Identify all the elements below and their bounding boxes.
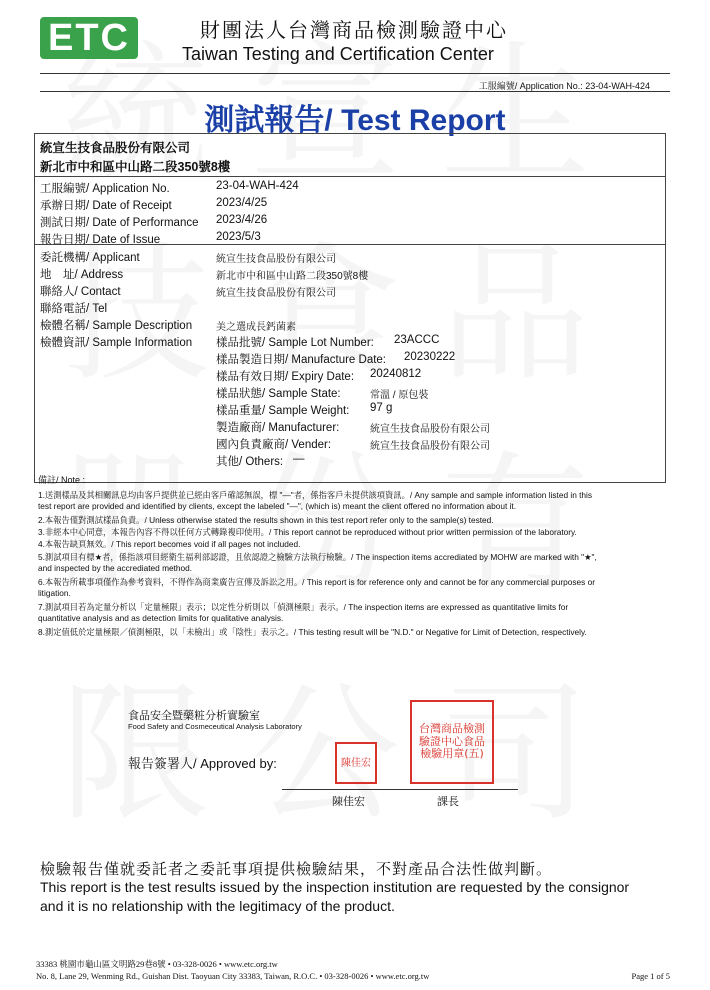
- disclaimer-zh: 檢驗報告僅就委託者之委託事項提供檢驗結果，不對產品合法性做判斷。: [40, 860, 553, 878]
- sample-weight-value: 97 g: [370, 402, 393, 414]
- performance-date-value: 2023/4/26: [216, 214, 268, 226]
- sample-state-label: 樣品狀態/ Sample State:: [216, 388, 341, 400]
- manufacturer-label: 製造廠商/ Manufacturer:: [216, 422, 340, 434]
- client-name: 統宣生技食品股份有限公司: [40, 141, 191, 155]
- institution-seal: 台灣商品檢測驗證中心食品檢驗用章(五): [410, 700, 494, 784]
- lab-name-en: Food Safety and Cosmeceutical Analysis Laboratory: [128, 722, 302, 731]
- issue-date-value: 2023/5/3: [216, 231, 261, 243]
- note-line: litigation.: [38, 588, 71, 598]
- disclaimer-en-line1: This report is the test results issued by the inspection institution are requested by the consignor: [40, 879, 630, 895]
- sample-information-label: 檢體資訊/ Sample Information: [40, 337, 193, 349]
- note-line: 1.送測樣品及其相關訊息均由客戶提供並已經由客戶確認無誤，標 "—"者，係指客戶未提供該項資訊。/ Any sample and sample information listed in this: [38, 490, 593, 500]
- application-no-value: 23-04-WAH-424: [216, 180, 299, 192]
- note-line: 7.測試項目若為定量分析以「定量極限」表示；以定性分析則以「偵測極限」表示。/ The inspection items are expressed as quantitative limits for: [38, 602, 569, 612]
- signer-seal: 陳佳宏: [335, 742, 377, 784]
- note-line: 3.非經本中心同意，本報告內容不得以任何方式轉錄複印使用。/ This report cannot be reproduced without prior written permission of the laboratory.: [38, 527, 577, 537]
- sample-weight-label: 樣品重量/ Sample Weight:: [216, 405, 350, 417]
- note-line: quantitative analysis and as detection limits for qualitative analysis.: [38, 613, 284, 623]
- contact-label: 聯絡人/ Contact: [40, 286, 121, 298]
- note-line: 8.測定值低於定量極限／偵測極限，以「未檢出」或「陰性」表示之。/ This testing result will be "N.D." or Negative for Limit of Detection, respectively.: [38, 627, 587, 637]
- note-line: and inspected by the accrediated method.: [38, 563, 193, 573]
- address-label: 地 址/ Address: [40, 269, 124, 281]
- note-line: 4.本報告缺頁無效。/ This report becomes void if all pages not included.: [38, 539, 301, 549]
- application-number: 工服編號/ Application No.: 23-04-WAH-424: [478, 81, 650, 91]
- header-divider: [40, 73, 670, 74]
- report-title: 測試報告/ Test Report: [204, 104, 506, 137]
- header-divider-2: [40, 91, 670, 92]
- others-value: —: [293, 453, 305, 465]
- application-no-label: 工服編號/ Application No.: [40, 183, 170, 195]
- org-name-en: Taiwan Testing and Certification Center: [182, 44, 494, 64]
- footer-address-zh: 33383 桃園市龜山區文明路29巷8號 • 03-328-0026 • www.etc.org.tw: [36, 959, 278, 969]
- lot-number-value: 23ACCC: [394, 334, 440, 346]
- org-name-zh: 財團法人台灣商品檢測驗證中心: [200, 18, 508, 42]
- applicant-value: 統宣生技食品股份有限公司: [216, 254, 336, 265]
- etc-logo: ETC: [40, 17, 138, 59]
- sample-state-value: 常溫 / 原包裝: [370, 390, 429, 401]
- note-line: test report are provided and identified by clients, except the labeled "—", (which is) meant the client offered no information about it.: [38, 501, 517, 511]
- manufacture-date-value: 20230222: [404, 351, 456, 363]
- others-label: 其他/ Others:: [216, 456, 284, 468]
- expiry-date-label: 樣品有效日期/ Expiry Date:: [216, 371, 355, 383]
- receipt-date-label: 承辦日期/ Date of Receipt: [40, 200, 172, 212]
- sample-description-label: 檢體名稱/ Sample Description: [40, 320, 193, 332]
- manufacturer-value: 統宣生技食品股份有限公司: [370, 424, 490, 435]
- performance-date-label: 測試日期/ Date of Performance: [40, 217, 199, 229]
- vender-value: 統宣生技食品股份有限公司: [370, 441, 490, 452]
- disclaimer-en-line2: and it is no relationship with the legitimacy of the product.: [40, 898, 395, 914]
- page-number: Page 1 of 5: [631, 971, 670, 981]
- signer-title: 課長: [437, 796, 459, 808]
- note-line: 6.本報告所載事項僅作為參考資料，不得作為商業廣告宣傳及訴訟之用。/ This report is for reference only and cannot be for any commercial purposes or: [38, 577, 595, 587]
- lab-name-zh: 食品安全暨藥粧分析實驗室: [128, 710, 260, 722]
- signer-name: 陳佳宏: [332, 796, 365, 808]
- address-value: 新北市中和區中山路二段350號8樓: [216, 271, 369, 282]
- client-address: 新北市中和區中山路二段350號8樓: [40, 160, 231, 174]
- note-line: 5.測試項目有標★者，係指該項目經衛生福利部認證，且依認證之檢驗方法執行檢驗。/ The inspection items accrediated by MOHW are marked with "★",: [38, 552, 597, 562]
- contact-value: 統宣生技食品股份有限公司: [216, 288, 336, 299]
- manufacture-date-label: 樣品製造日期/ Manufacture Date:: [216, 354, 386, 366]
- vender-label: 國內負責廠商/ Vender:: [216, 439, 332, 451]
- row-divider: [34, 176, 666, 177]
- sample-description-value: 美之選成長鈣菌素: [216, 322, 296, 333]
- footer-address-en: No. 8, Lane 29, Wenming Rd., Guishan Dist. Taoyuan City 33383, Taiwan, R.O.C. • 03-328-0026 • www.etc.org.tw: [36, 971, 430, 981]
- signature-line: [282, 789, 518, 790]
- approved-by-label: 報告簽署人/ Approved by:: [128, 756, 277, 771]
- note-line: 2.本報告僅對測試樣品負責。/ Unless otherwise stated the results shown in this test report refer only to the sample(s) tested.: [38, 515, 494, 525]
- applicant-label: 委託機構/ Applicant: [40, 252, 140, 264]
- notes-title: 備註/ Note :: [38, 475, 86, 485]
- expiry-date-value: 20240812: [370, 368, 422, 380]
- issue-date-label: 報告日期/ Date of Issue: [40, 234, 161, 246]
- tel-label: 聯絡電話/ Tel: [40, 303, 108, 315]
- lot-number-label: 樣品批號/ Sample Lot Number:: [216, 337, 374, 349]
- receipt-date-value: 2023/4/25: [216, 197, 268, 209]
